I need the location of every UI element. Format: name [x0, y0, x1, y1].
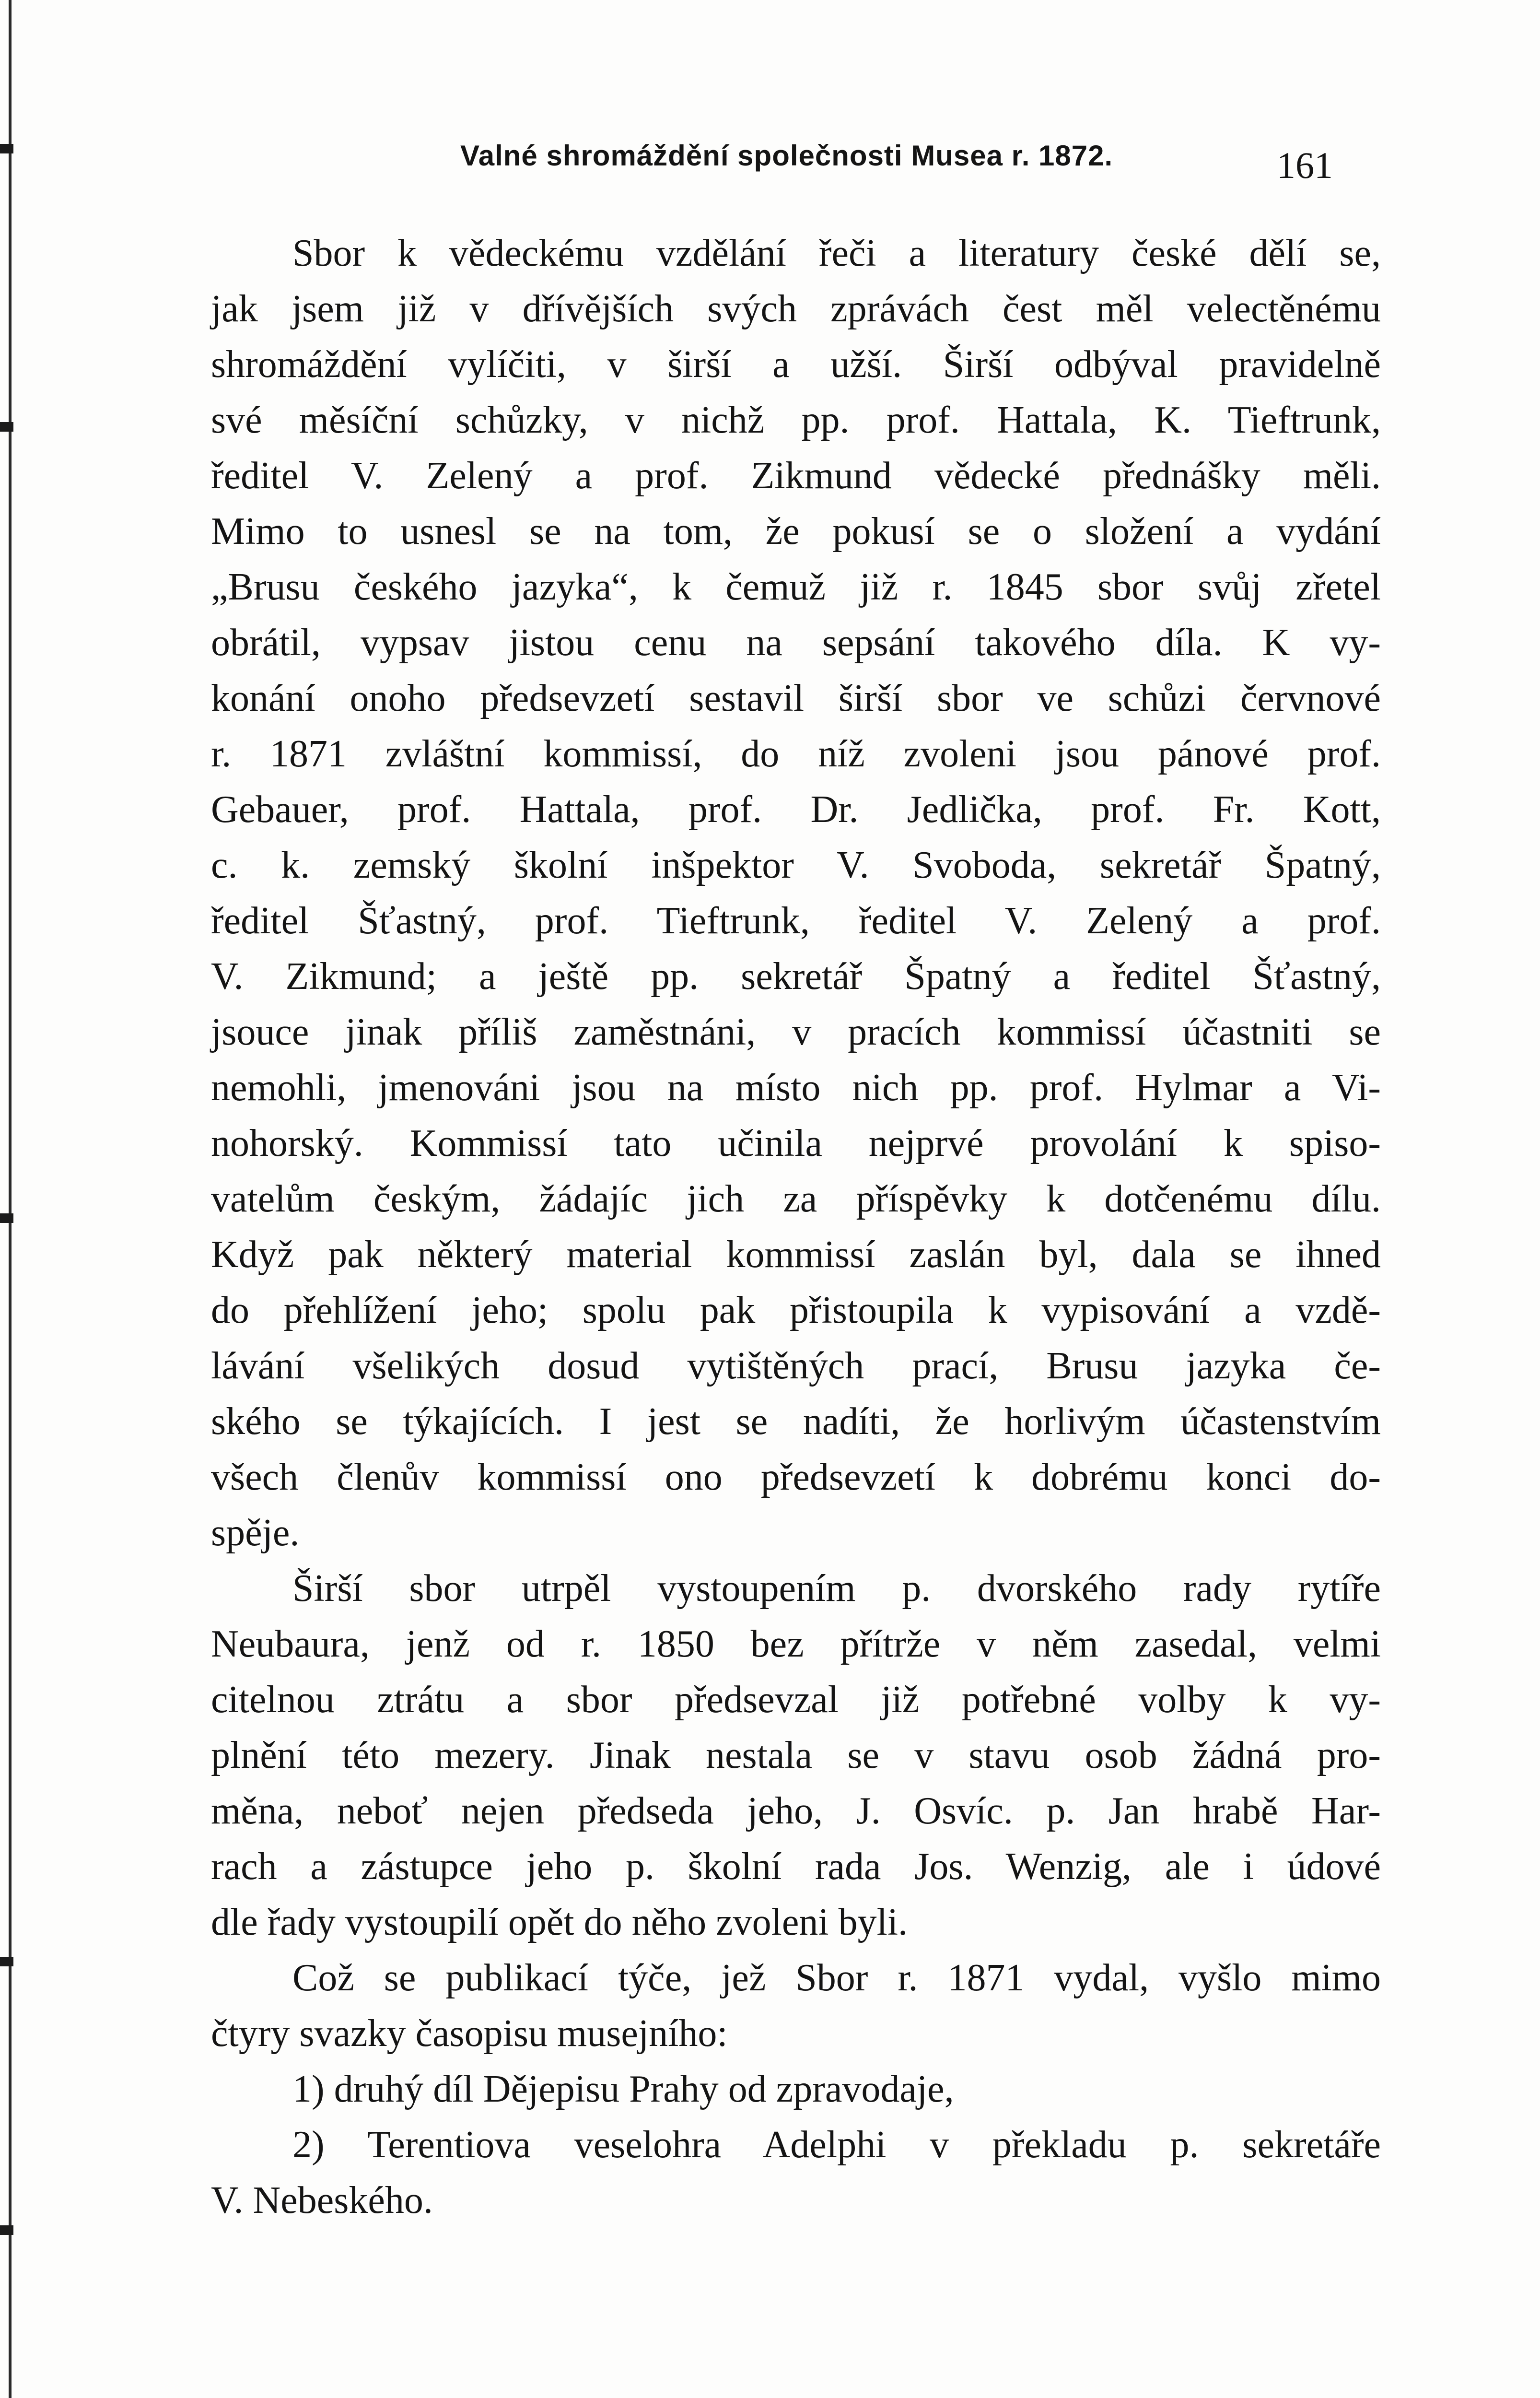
- text-line: ředitel V. Zelený a prof. Zikmund vědecké přednášky měli.: [211, 455, 1381, 497]
- text-line: měna, neboť nejen předseda jeho, J. Osvíc. p. Jan hrabě Har-: [211, 1790, 1381, 1832]
- text-line: čtyry svazky časopisu musejního:: [211, 2012, 728, 2055]
- running-head: Valné shromáždění společnosti Musea r. 1872.: [460, 140, 1113, 172]
- text-line: spěje.: [211, 1512, 300, 1554]
- text-line: citelnou ztrátu a sbor předsevzal již potřebné volby k vy-: [211, 1679, 1381, 1721]
- text-line: r. 1871 zvláštní kommissí, do níž zvoleni jsou pánové prof.: [211, 733, 1381, 775]
- text-line: nemohli, jmenováni jsou na místo nich pp. prof. Hylmar a Vi-: [211, 1067, 1381, 1109]
- text-line: Mimo to usnesl se na tom, že pokusí se o složení a vydání: [211, 510, 1381, 552]
- page-header: [460, 139, 1333, 187]
- scan-edge-mark: [0, 144, 13, 153]
- text-line: ředitel Šťastný, prof. Tieftrunk, ředitel V. Zelený a prof.: [211, 900, 1381, 942]
- text-line: konání onoho předsevzetí sestavil širší sbor ve schůzi červnové: [211, 677, 1381, 719]
- text-line: obrátil, vypsav jistou cenu na sepsání takového díla. K vy-: [211, 622, 1381, 664]
- text-line: 2) Terentiova veselohra Adelphi v překladu p. sekretáře: [292, 2124, 1381, 2166]
- text-line: do přehlížení jeho; spolu pak přistoupila k vypisování a vzdě-: [211, 1289, 1381, 1331]
- scan-edge-mark: [0, 422, 13, 432]
- text-line: V. Nebeského.: [211, 2179, 433, 2222]
- scan-edge-line: [9, 0, 12, 2398]
- scan-edge-mark: [0, 1957, 13, 1966]
- text-line: všech členův kommissí ono předsevzetí k dobrému konci do-: [211, 1456, 1381, 1498]
- text-line: shromáždění vylíčiti, v širší a užší. Širší odbýval pravidelně: [211, 343, 1381, 386]
- text-line: c. k. zemský školní inšpektor V. Svoboda, sekretář Špatný,: [211, 844, 1381, 886]
- text-line: nohorský. Kommissí tato učinila nejprvé provolání k spiso-: [211, 1122, 1381, 1164]
- page-number: 161: [1277, 144, 1333, 186]
- scan-edge-mark: [0, 1213, 13, 1223]
- text-line: Gebauer, prof. Hattala, prof. Dr. Jedlička, prof. Fr. Kott,: [211, 788, 1381, 831]
- text-line: „Brusu českého jazyka“, k čemuž již r. 1845 sbor svůj zřetel: [211, 566, 1381, 608]
- text-line: Když pak některý material kommissí zaslán byl, dala se ihned: [211, 1234, 1381, 1276]
- text-line: Což se publikací týče, jež Sbor r. 1871 vydal, vyšlo mimo: [292, 1957, 1381, 1999]
- text-line: jak jsem již v dřívějších svých zprávách čest měl velectěnému: [211, 288, 1381, 330]
- text-line: své měsíční schůzky, v nichž pp. prof. Hattala, K. Tieftrunk,: [211, 399, 1381, 441]
- text-line: Sbor k vědeckému vzdělání řeči a literatury české dělí se,: [292, 232, 1381, 274]
- text-line: lávání všelikých dosud vytištěných prací, Brusu jazyka če-: [211, 1345, 1381, 1387]
- text-line: 1) druhý díl Dějepisu Prahy od zpravodaje,: [292, 2068, 954, 2110]
- text-line: rach a zástupce jeho p. školní rada Jos. Wenzig, ale i údové: [211, 1846, 1381, 1888]
- text-line: V. Zikmund; a ještě pp. sekretář Špatný a ředitel Šťastný,: [211, 955, 1381, 998]
- text-line: Neubaura, jenž od r. 1850 bez přítrže v něm zasedal, velmi: [211, 1623, 1381, 1665]
- text-line: Širší sbor utrpěl vystoupením p. dvorského rady rytíře: [292, 1567, 1381, 1610]
- text-line: jsouce jinak příliš zaměstnáni, v pracích kommissí účastniti se: [211, 1011, 1381, 1053]
- body-text: [211, 225, 1381, 2228]
- text-line: dle řady vystoupilí opět do něho zvoleni byli.: [211, 1901, 908, 1943]
- text-line: vatelům českým, žádajíc jich za příspěvky k dotčenému dílu.: [211, 1178, 1381, 1220]
- text-line: ského se týkajících. I jest se nadíti, že horlivým účastenstvím: [211, 1400, 1381, 1443]
- text-line: plnění této mezery. Jinak nestala se v stavu osob žádná pro-: [211, 1734, 1381, 1776]
- scan-edge-mark: [0, 2225, 13, 2235]
